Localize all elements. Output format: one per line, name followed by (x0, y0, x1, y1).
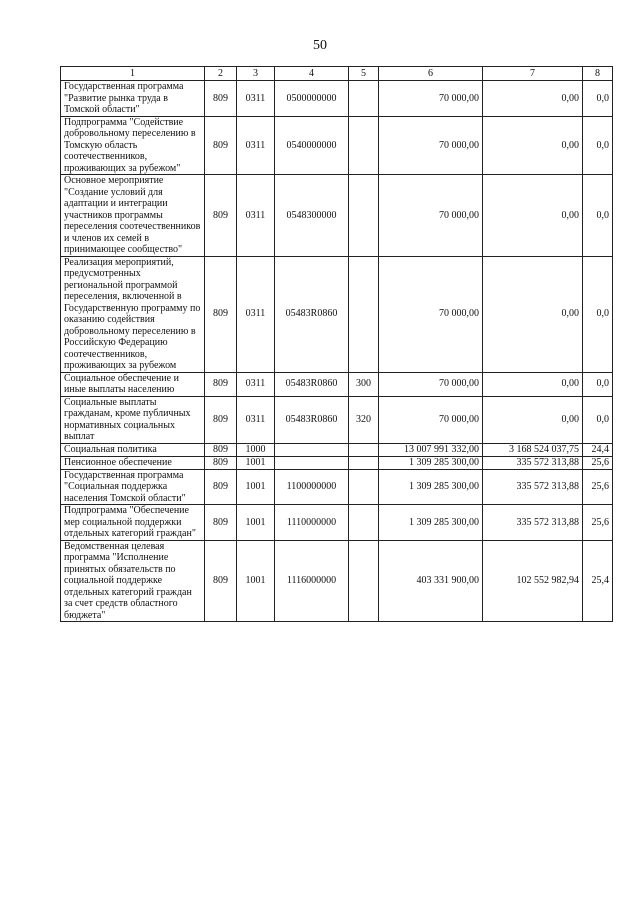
page-number: 50 (313, 38, 327, 53)
cell-actual: 0,00 (483, 396, 583, 443)
cell-percent: 25,6 (583, 469, 613, 505)
cell-planned: 70 000,00 (379, 396, 483, 443)
cell-percent: 0,0 (583, 256, 613, 372)
table-row (61, 469, 613, 505)
cell-planned: 70 000,00 (379, 372, 483, 396)
cell-percent: 0,0 (583, 116, 613, 175)
cell-ministry-code: 809 (205, 469, 237, 505)
row-name: Ведомственная целевая программа "Исполнение принятых обязательств по социальной поддержке отдельных категорий граждан за счет средств областного бюджета" (61, 540, 205, 622)
cell-target-code: 1100000000 (275, 469, 349, 505)
column-header: 7 (483, 67, 583, 81)
cell-section-code: 1000 (237, 443, 275, 456)
header-row (61, 67, 613, 81)
column-header: 2 (205, 67, 237, 81)
row-name: Государственная программа "Социальная поддержка населения Томской области" (61, 469, 205, 505)
cell-target-code: 05483R0860 (275, 372, 349, 396)
cell-section-code: 0311 (237, 116, 275, 175)
cell-planned: 70 000,00 (379, 175, 483, 257)
cell-expense-type: 320 (349, 396, 379, 443)
cell-planned: 70 000,00 (379, 81, 483, 117)
cell-actual: 335 572 313,88 (483, 469, 583, 505)
cell-target-code: 0500000000 (275, 81, 349, 117)
cell-expense-type (349, 175, 379, 257)
cell-percent: 0,0 (583, 396, 613, 443)
cell-expense-type (349, 469, 379, 505)
row-name: Основное мероприятие "Создание условий для адаптации и интеграции участников программы переселения соотечественников и членов их семей в принимающее сообщество" (61, 175, 205, 257)
cell-target-code: 05483R0860 (275, 256, 349, 372)
cell-ministry-code: 809 (205, 116, 237, 175)
cell-actual: 0,00 (483, 256, 583, 372)
table-row (61, 443, 613, 456)
cell-percent: 24,4 (583, 443, 613, 456)
row-name: Пенсионное обеспечение (61, 456, 205, 469)
cell-planned: 403 331 900,00 (379, 540, 483, 622)
cell-actual: 3 168 524 037,75 (483, 443, 583, 456)
cell-percent: 0,0 (583, 175, 613, 257)
cell-ministry-code: 809 (205, 456, 237, 469)
cell-actual: 335 572 313,88 (483, 456, 583, 469)
cell-target-code: 1110000000 (275, 505, 349, 541)
cell-ministry-code: 809 (205, 540, 237, 622)
column-header: 1 (61, 67, 205, 81)
row-name: Государственная программа "Развитие рынка труда в Томской области" (61, 81, 205, 117)
cell-expense-type (349, 456, 379, 469)
cell-planned: 70 000,00 (379, 116, 483, 175)
cell-percent: 25,4 (583, 540, 613, 622)
row-name: Социальные выплаты гражданам, кроме публичных нормативных социальных выплат (61, 396, 205, 443)
cell-ministry-code: 809 (205, 443, 237, 456)
column-header: 8 (583, 67, 613, 81)
cell-target-code: 1116000000 (275, 540, 349, 622)
cell-section-code: 1001 (237, 505, 275, 541)
table-row (61, 116, 613, 175)
row-name: Социальное обеспечение и иные выплаты населению (61, 372, 205, 396)
cell-planned: 13 007 991 332,00 (379, 443, 483, 456)
cell-planned: 1 309 285 300,00 (379, 469, 483, 505)
cell-planned: 1 309 285 300,00 (379, 505, 483, 541)
cell-expense-type: 300 (349, 372, 379, 396)
cell-actual: 0,00 (483, 116, 583, 175)
budget-table (60, 66, 613, 622)
table-row (61, 81, 613, 117)
row-name: Подпрограмма "Содействие добровольному переселению в Томскую область соотечественников, проживающих за рубежом" (61, 116, 205, 175)
cell-ministry-code: 809 (205, 81, 237, 117)
cell-target-code (275, 443, 349, 456)
cell-expense-type (349, 116, 379, 175)
cell-expense-type (349, 256, 379, 372)
cell-expense-type (349, 505, 379, 541)
cell-actual: 0,00 (483, 175, 583, 257)
cell-ministry-code: 809 (205, 372, 237, 396)
cell-planned: 1 309 285 300,00 (379, 456, 483, 469)
cell-planned: 70 000,00 (379, 256, 483, 372)
table-row (61, 372, 613, 396)
cell-percent: 25,6 (583, 505, 613, 541)
column-header: 6 (379, 67, 483, 81)
cell-actual: 0,00 (483, 81, 583, 117)
table-row (61, 456, 613, 469)
row-name: Реализация мероприятий, предусмотренных региональной программой переселения, включенной в Государственную программу по оказанию содействия добровольному переселению в Российскую Федерацию соотечественников, проживающих за рубежом (61, 256, 205, 372)
cell-target-code (275, 456, 349, 469)
cell-percent: 25,6 (583, 456, 613, 469)
cell-expense-type (349, 443, 379, 456)
cell-section-code: 0311 (237, 256, 275, 372)
cell-ministry-code: 809 (205, 256, 237, 372)
cell-ministry-code: 809 (205, 396, 237, 443)
cell-section-code: 0311 (237, 372, 275, 396)
cell-target-code: 0540000000 (275, 116, 349, 175)
cell-section-code: 0311 (237, 81, 275, 117)
column-header: 3 (237, 67, 275, 81)
column-header: 4 (275, 67, 349, 81)
table-row (61, 505, 613, 541)
cell-section-code: 1001 (237, 456, 275, 469)
cell-ministry-code: 809 (205, 505, 237, 541)
cell-actual: 102 552 982,94 (483, 540, 583, 622)
column-header: 5 (349, 67, 379, 81)
row-name: Подпрограмма "Обеспечение мер социальной поддержки отдельных категорий граждан" (61, 505, 205, 541)
cell-actual: 335 572 313,88 (483, 505, 583, 541)
row-name: Социальная политика (61, 443, 205, 456)
cell-section-code: 1001 (237, 540, 275, 622)
table-row (61, 175, 613, 257)
cell-expense-type (349, 81, 379, 117)
cell-section-code: 1001 (237, 469, 275, 505)
cell-target-code: 0548300000 (275, 175, 349, 257)
table-row (61, 396, 613, 443)
cell-percent: 0,0 (583, 372, 613, 396)
table-row (61, 256, 613, 372)
cell-expense-type (349, 540, 379, 622)
cell-ministry-code: 809 (205, 175, 237, 257)
cell-section-code: 0311 (237, 396, 275, 443)
table-row (61, 540, 613, 622)
cell-percent: 0,0 (583, 81, 613, 117)
cell-target-code: 05483R0860 (275, 396, 349, 443)
cell-actual: 0,00 (483, 372, 583, 396)
cell-section-code: 0311 (237, 175, 275, 257)
